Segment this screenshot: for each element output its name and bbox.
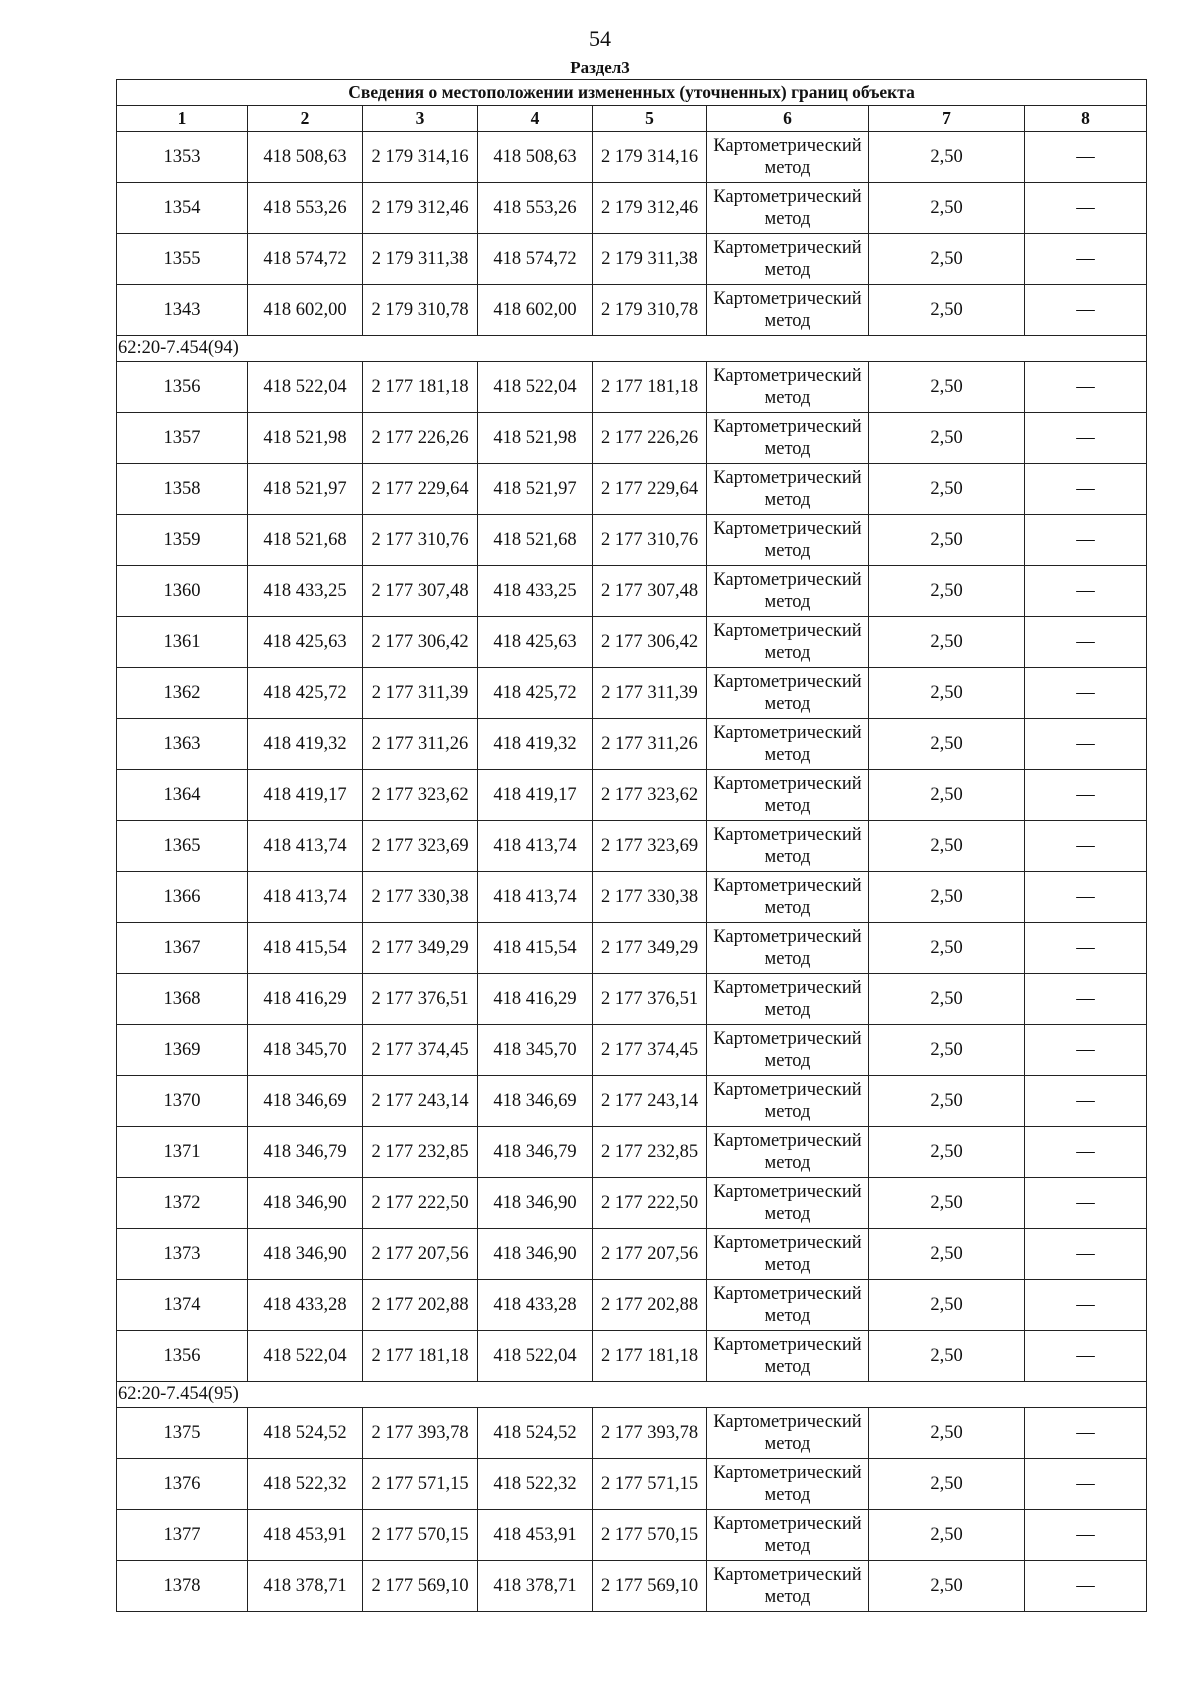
description-cell: — (1025, 719, 1147, 770)
method-cell: Картометрический метод (707, 770, 869, 821)
table-row (117, 413, 1147, 464)
description-cell: — (1025, 1510, 1147, 1561)
table-row (117, 515, 1147, 566)
y-refined-cell: 2 177 570,15 (593, 1510, 707, 1561)
point-number-cell: 1373 (117, 1229, 248, 1280)
method-cell: Картометрический метод (707, 464, 869, 515)
description-cell: — (1025, 770, 1147, 821)
x-refined-cell: 418 521,97 (478, 464, 593, 515)
accuracy-cell: 2,50 (869, 1025, 1025, 1076)
x-existing-cell: 418 521,98 (248, 413, 363, 464)
description-cell: — (1025, 1331, 1147, 1382)
table-row (117, 1408, 1147, 1459)
y-existing-cell: 2 177 229,64 (363, 464, 478, 515)
accuracy-cell: 2,50 (869, 183, 1025, 234)
page-number: 54 (589, 26, 611, 51)
x-existing-cell: 418 522,04 (248, 362, 363, 413)
x-existing-cell: 418 602,00 (248, 285, 363, 336)
group-row (117, 1382, 1147, 1408)
accuracy-cell: 2,50 (869, 872, 1025, 923)
column-header: 4 (478, 106, 593, 132)
y-refined-cell: 2 177 376,51 (593, 974, 707, 1025)
point-number-cell: 1359 (117, 515, 248, 566)
x-refined-cell: 418 521,98 (478, 413, 593, 464)
point-number-cell: 1375 (117, 1408, 248, 1459)
y-refined-cell: 2 177 181,18 (593, 1331, 707, 1382)
table-row (117, 1510, 1147, 1561)
y-existing-cell: 2 177 571,15 (363, 1459, 478, 1510)
x-refined-cell: 418 508,63 (478, 132, 593, 183)
x-refined-cell: 418 416,29 (478, 974, 593, 1025)
accuracy-cell: 2,50 (869, 566, 1025, 617)
accuracy-cell: 2,50 (869, 1178, 1025, 1229)
table-row (117, 464, 1147, 515)
table-row (117, 183, 1147, 234)
method-cell: Картометрический метод (707, 285, 869, 336)
x-existing-cell: 418 346,90 (248, 1229, 363, 1280)
point-number-cell: 1343 (117, 285, 248, 336)
description-cell: — (1025, 234, 1147, 285)
method-cell: Картометрический метод (707, 668, 869, 719)
y-existing-cell: 2 177 310,76 (363, 515, 478, 566)
y-existing-cell: 2 177 207,56 (363, 1229, 478, 1280)
point-number-cell: 1358 (117, 464, 248, 515)
x-existing-cell: 418 425,72 (248, 668, 363, 719)
point-number-cell: 1364 (117, 770, 248, 821)
description-cell: — (1025, 183, 1147, 234)
table-row (117, 821, 1147, 872)
accuracy-cell: 2,50 (869, 1280, 1025, 1331)
x-existing-cell: 418 413,74 (248, 872, 363, 923)
description-cell: — (1025, 515, 1147, 566)
y-existing-cell: 2 177 323,69 (363, 821, 478, 872)
y-refined-cell: 2 177 311,26 (593, 719, 707, 770)
accuracy-cell: 2,50 (869, 1408, 1025, 1459)
accuracy-cell: 2,50 (869, 923, 1025, 974)
y-existing-cell: 2 177 349,29 (363, 923, 478, 974)
y-existing-cell: 2 177 181,18 (363, 1331, 478, 1382)
y-refined-cell: 2 177 310,76 (593, 515, 707, 566)
x-refined-cell: 418 378,71 (478, 1561, 593, 1612)
y-existing-cell: 2 177 202,88 (363, 1280, 478, 1331)
method-cell: Картометрический метод (707, 872, 869, 923)
accuracy-cell: 2,50 (869, 821, 1025, 872)
y-refined-cell: 2 177 323,62 (593, 770, 707, 821)
y-existing-cell: 2 179 311,38 (363, 234, 478, 285)
x-existing-cell: 418 553,26 (248, 183, 363, 234)
x-existing-cell: 418 378,71 (248, 1561, 363, 1612)
method-cell: Картометрический метод (707, 1025, 869, 1076)
accuracy-cell: 2,50 (869, 1127, 1025, 1178)
x-existing-cell: 418 413,74 (248, 821, 363, 872)
description-cell: — (1025, 872, 1147, 923)
method-cell: Картометрический метод (707, 1561, 869, 1612)
method-cell: Картометрический метод (707, 821, 869, 872)
method-cell: Картометрический метод (707, 1459, 869, 1510)
y-existing-cell: 2 177 323,62 (363, 770, 478, 821)
description-cell: — (1025, 1229, 1147, 1280)
table-row (117, 1331, 1147, 1382)
y-refined-cell: 2 177 374,45 (593, 1025, 707, 1076)
column-header: 6 (707, 106, 869, 132)
point-number-cell: 1355 (117, 234, 248, 285)
point-number-cell: 1376 (117, 1459, 248, 1510)
y-refined-cell: 2 177 181,18 (593, 362, 707, 413)
y-existing-cell: 2 179 310,78 (363, 285, 478, 336)
x-refined-cell: 418 433,25 (478, 566, 593, 617)
y-refined-cell: 2 177 569,10 (593, 1561, 707, 1612)
point-number-cell: 1371 (117, 1127, 248, 1178)
x-refined-cell: 418 522,04 (478, 1331, 593, 1382)
table-row (117, 770, 1147, 821)
method-cell: Картометрический метод (707, 566, 869, 617)
y-existing-cell: 2 177 181,18 (363, 362, 478, 413)
point-number-cell: 1354 (117, 183, 248, 234)
x-refined-cell: 418 522,04 (478, 362, 593, 413)
group-row (117, 336, 1147, 362)
point-number-cell: 1372 (117, 1178, 248, 1229)
point-number-cell: 1356 (117, 362, 248, 413)
x-existing-cell: 418 508,63 (248, 132, 363, 183)
y-refined-cell: 2 177 202,88 (593, 1280, 707, 1331)
y-refined-cell: 2 177 207,56 (593, 1229, 707, 1280)
method-cell: Картометрический метод (707, 413, 869, 464)
description-cell: — (1025, 362, 1147, 413)
description-cell: — (1025, 413, 1147, 464)
y-existing-cell: 2 177 306,42 (363, 617, 478, 668)
accuracy-cell: 2,50 (869, 413, 1025, 464)
accuracy-cell: 2,50 (869, 515, 1025, 566)
point-number-cell: 1377 (117, 1510, 248, 1561)
x-refined-cell: 418 419,32 (478, 719, 593, 770)
description-cell: — (1025, 1178, 1147, 1229)
y-existing-cell: 2 177 569,10 (363, 1561, 478, 1612)
table-row (117, 362, 1147, 413)
method-cell: Картометрический метод (707, 1510, 869, 1561)
y-existing-cell: 2 179 312,46 (363, 183, 478, 234)
table-row (117, 719, 1147, 770)
x-existing-cell: 418 433,28 (248, 1280, 363, 1331)
table-row (117, 668, 1147, 719)
method-cell: Картометрический метод (707, 923, 869, 974)
x-existing-cell: 418 419,32 (248, 719, 363, 770)
point-number-cell: 1361 (117, 617, 248, 668)
y-refined-cell: 2 177 226,26 (593, 413, 707, 464)
y-existing-cell: 2 177 222,50 (363, 1178, 478, 1229)
y-refined-cell: 2 177 571,15 (593, 1459, 707, 1510)
x-refined-cell: 418 346,90 (478, 1178, 593, 1229)
boundary-coordinates-table (116, 79, 1147, 1612)
accuracy-cell: 2,50 (869, 234, 1025, 285)
x-refined-cell: 418 524,52 (478, 1408, 593, 1459)
y-refined-cell: 2 177 222,50 (593, 1178, 707, 1229)
method-cell: Картометрический метод (707, 974, 869, 1025)
accuracy-cell: 2,50 (869, 1076, 1025, 1127)
y-existing-cell: 2 177 311,39 (363, 668, 478, 719)
y-existing-cell: 2 177 311,26 (363, 719, 478, 770)
table-row (117, 1459, 1147, 1510)
x-refined-cell: 418 425,63 (478, 617, 593, 668)
description-cell: — (1025, 566, 1147, 617)
x-existing-cell: 418 346,79 (248, 1127, 363, 1178)
description-cell: — (1025, 1127, 1147, 1178)
point-number-cell: 1353 (117, 132, 248, 183)
x-existing-cell: 418 415,54 (248, 923, 363, 974)
table-row (117, 132, 1147, 183)
accuracy-cell: 2,50 (869, 362, 1025, 413)
column-header: 2 (248, 106, 363, 132)
method-cell: Картометрический метод (707, 132, 869, 183)
method-cell: Картометрический метод (707, 515, 869, 566)
table-row (117, 566, 1147, 617)
y-refined-cell: 2 179 310,78 (593, 285, 707, 336)
description-cell: — (1025, 132, 1147, 183)
point-number-cell: 1369 (117, 1025, 248, 1076)
x-existing-cell: 418 433,25 (248, 566, 363, 617)
accuracy-cell: 2,50 (869, 974, 1025, 1025)
point-number-cell: 1370 (117, 1076, 248, 1127)
x-refined-cell: 418 346,69 (478, 1076, 593, 1127)
y-refined-cell: 2 177 307,48 (593, 566, 707, 617)
description-cell: — (1025, 1561, 1147, 1612)
y-refined-cell: 2 179 312,46 (593, 183, 707, 234)
accuracy-cell: 2,50 (869, 285, 1025, 336)
x-refined-cell: 418 413,74 (478, 821, 593, 872)
accuracy-cell: 2,50 (869, 1459, 1025, 1510)
point-number-cell: 1362 (117, 668, 248, 719)
parcel-group-label: 62:20-7.454(95) (117, 1382, 1147, 1408)
method-cell: Картометрический метод (707, 183, 869, 234)
x-refined-cell: 418 413,74 (478, 872, 593, 923)
point-number-cell: 1367 (117, 923, 248, 974)
table-row (117, 1127, 1147, 1178)
table-row (117, 1561, 1147, 1612)
table-row (117, 1178, 1147, 1229)
x-refined-cell: 418 453,91 (478, 1510, 593, 1561)
x-existing-cell: 418 346,90 (248, 1178, 363, 1229)
method-cell: Картометрический метод (707, 1076, 869, 1127)
table-body (117, 132, 1147, 1612)
table-row (117, 1229, 1147, 1280)
description-cell: — (1025, 1408, 1147, 1459)
x-refined-cell: 418 346,79 (478, 1127, 593, 1178)
x-refined-cell: 418 521,68 (478, 515, 593, 566)
table-row (117, 872, 1147, 923)
point-number-cell: 1378 (117, 1561, 248, 1612)
description-cell: — (1025, 668, 1147, 719)
accuracy-cell: 2,50 (869, 1331, 1025, 1382)
point-number-cell: 1366 (117, 872, 248, 923)
method-cell: Картометрический метод (707, 1127, 869, 1178)
table-row (117, 234, 1147, 285)
y-refined-cell: 2 179 314,16 (593, 132, 707, 183)
table-row (117, 1280, 1147, 1331)
x-existing-cell: 418 574,72 (248, 234, 363, 285)
x-existing-cell: 418 521,97 (248, 464, 363, 515)
x-existing-cell: 418 522,04 (248, 1331, 363, 1382)
accuracy-cell: 2,50 (869, 668, 1025, 719)
y-refined-cell: 2 177 243,14 (593, 1076, 707, 1127)
accuracy-cell: 2,50 (869, 1561, 1025, 1612)
parcel-group-label: 62:20-7.454(94) (117, 336, 1147, 362)
table-row (117, 285, 1147, 336)
y-refined-cell: 2 177 349,29 (593, 923, 707, 974)
point-number-cell: 1374 (117, 1280, 248, 1331)
x-existing-cell: 418 345,70 (248, 1025, 363, 1076)
method-cell: Картометрический метод (707, 362, 869, 413)
point-number-cell: 1360 (117, 566, 248, 617)
method-cell: Картометрический метод (707, 719, 869, 770)
accuracy-cell: 2,50 (869, 617, 1025, 668)
y-existing-cell: 2 177 374,45 (363, 1025, 478, 1076)
method-cell: Картометрический метод (707, 1229, 869, 1280)
x-existing-cell: 418 522,32 (248, 1459, 363, 1510)
x-refined-cell: 418 553,26 (478, 183, 593, 234)
description-cell: — (1025, 464, 1147, 515)
accuracy-cell: 2,50 (869, 770, 1025, 821)
table-row (117, 1025, 1147, 1076)
x-refined-cell: 418 415,54 (478, 923, 593, 974)
table-row (117, 923, 1147, 974)
accuracy-cell: 2,50 (869, 1229, 1025, 1280)
y-existing-cell: 2 179 314,16 (363, 132, 478, 183)
description-cell: — (1025, 821, 1147, 872)
y-refined-cell: 2 177 306,42 (593, 617, 707, 668)
accuracy-cell: 2,50 (869, 132, 1025, 183)
column-header: 5 (593, 106, 707, 132)
method-cell: Картометрический метод (707, 1408, 869, 1459)
table-row (117, 1076, 1147, 1127)
x-existing-cell: 418 425,63 (248, 617, 363, 668)
y-existing-cell: 2 177 243,14 (363, 1076, 478, 1127)
x-refined-cell: 418 574,72 (478, 234, 593, 285)
x-existing-cell: 418 416,29 (248, 974, 363, 1025)
description-cell: — (1025, 285, 1147, 336)
method-cell: Картометрический метод (707, 1280, 869, 1331)
x-refined-cell: 418 346,90 (478, 1229, 593, 1280)
y-refined-cell: 2 177 311,39 (593, 668, 707, 719)
section-title: Раздел3 (570, 58, 630, 77)
y-refined-cell: 2 177 232,85 (593, 1127, 707, 1178)
accuracy-cell: 2,50 (869, 719, 1025, 770)
y-existing-cell: 2 177 307,48 (363, 566, 478, 617)
column-header: 3 (363, 106, 478, 132)
description-cell: — (1025, 617, 1147, 668)
x-refined-cell: 418 522,32 (478, 1459, 593, 1510)
y-existing-cell: 2 177 393,78 (363, 1408, 478, 1459)
x-refined-cell: 418 602,00 (478, 285, 593, 336)
y-existing-cell: 2 177 330,38 (363, 872, 478, 923)
table-row (117, 617, 1147, 668)
point-number-cell: 1368 (117, 974, 248, 1025)
x-refined-cell: 418 433,28 (478, 1280, 593, 1331)
table-row (117, 974, 1147, 1025)
y-refined-cell: 2 179 311,38 (593, 234, 707, 285)
point-number-cell: 1363 (117, 719, 248, 770)
y-existing-cell: 2 177 232,85 (363, 1127, 478, 1178)
method-cell: Картометрический метод (707, 1178, 869, 1229)
description-cell: — (1025, 1076, 1147, 1127)
point-number-cell: 1357 (117, 413, 248, 464)
x-existing-cell: 418 521,68 (248, 515, 363, 566)
y-refined-cell: 2 177 323,69 (593, 821, 707, 872)
description-cell: — (1025, 923, 1147, 974)
point-number-cell: 1356 (117, 1331, 248, 1382)
column-header: 1 (117, 106, 248, 132)
y-refined-cell: 2 177 330,38 (593, 872, 707, 923)
x-refined-cell: 418 345,70 (478, 1025, 593, 1076)
description-cell: — (1025, 974, 1147, 1025)
y-refined-cell: 2 177 229,64 (593, 464, 707, 515)
column-header: 8 (1025, 106, 1147, 132)
x-existing-cell: 418 346,69 (248, 1076, 363, 1127)
y-refined-cell: 2 177 393,78 (593, 1408, 707, 1459)
accuracy-cell: 2,50 (869, 464, 1025, 515)
point-number-cell: 1365 (117, 821, 248, 872)
table-caption: Сведения о местоположении измененных (уточненных) границ объекта (117, 80, 1147, 106)
description-cell: — (1025, 1459, 1147, 1510)
y-existing-cell: 2 177 376,51 (363, 974, 478, 1025)
x-existing-cell: 418 453,91 (248, 1510, 363, 1561)
x-refined-cell: 418 425,72 (478, 668, 593, 719)
method-cell: Картометрический метод (707, 1331, 869, 1382)
x-refined-cell: 418 419,17 (478, 770, 593, 821)
x-existing-cell: 418 419,17 (248, 770, 363, 821)
column-header: 7 (869, 106, 1025, 132)
method-cell: Картометрический метод (707, 617, 869, 668)
description-cell: — (1025, 1280, 1147, 1331)
y-existing-cell: 2 177 226,26 (363, 413, 478, 464)
y-existing-cell: 2 177 570,15 (363, 1510, 478, 1561)
accuracy-cell: 2,50 (869, 1510, 1025, 1561)
x-existing-cell: 418 524,52 (248, 1408, 363, 1459)
method-cell: Картометрический метод (707, 234, 869, 285)
description-cell: — (1025, 1025, 1147, 1076)
